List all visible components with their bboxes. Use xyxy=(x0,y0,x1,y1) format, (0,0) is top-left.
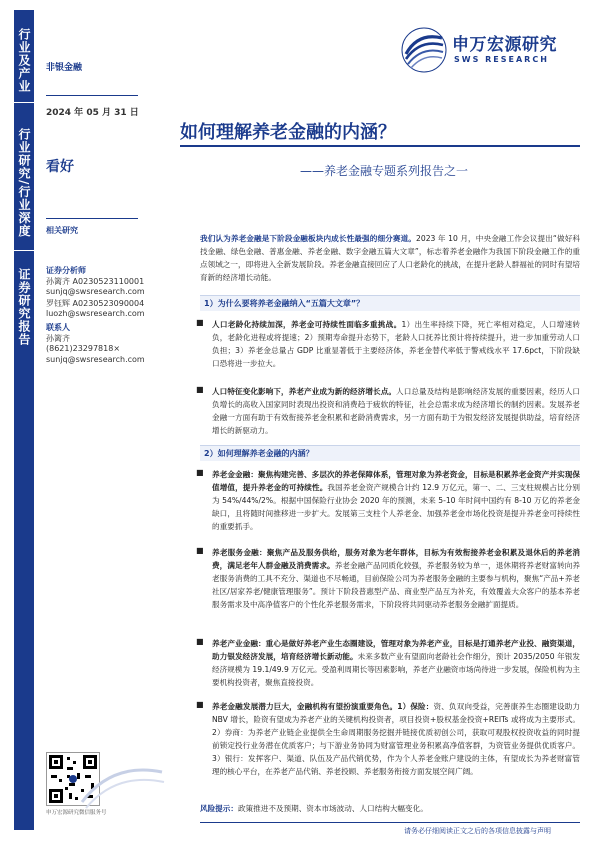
bullet-text: 人口总量及结构是影响经济发展的重要因素，经历人口负增长的高收入国家同时表现出投资和消费趋于疲软的特征，社会总需求成为经济增长的制约因素。发展养老金融一方面有助于有效衔接养老金积累和老龄消费需求，另一方面有助于为银发经济发展提供助益，培育经济增长的新驱动力。 xyxy=(212,387,581,435)
risk-label: 风险提示： xyxy=(200,804,238,813)
rating: 看好 xyxy=(46,159,74,175)
risk-text: 政策推进不及预期、资本市场波动、人口结构大幅变化。 xyxy=(237,804,428,813)
analyst-email[interactable]: sunjq@swsresearch.com xyxy=(46,287,145,296)
bullet-icon: ■ xyxy=(196,700,204,709)
intro-paragraph xyxy=(200,232,580,284)
bullet-icon: ■ xyxy=(196,637,204,646)
risk-note xyxy=(200,802,580,815)
sector-label: 非银金融 xyxy=(46,63,83,73)
bullet-heading: 人口特征变化影响下，养老产业成为新的经济增长点。 xyxy=(212,387,397,396)
page-subtitle: ——养老金融专题系列报告之一 xyxy=(300,164,469,178)
bullet-paragraph xyxy=(212,468,580,533)
title-underline xyxy=(180,145,580,147)
bullet-heading: 养老金金融：聚焦构建完善、多层次的养老保障体系，管理对象为养老资金，目标是积累养老金资产并实现保值增值，提升养老金的可持续性。 xyxy=(212,470,580,492)
section-heading-1: 1）为什么要将养老金融纳入“五篇大文章”？ xyxy=(200,295,580,311)
brand-name-en: SWS RESEARCH xyxy=(454,55,549,64)
report-date: 2024 年 05 月 31 日 xyxy=(46,108,139,118)
band-label-industry: 行业及产业 xyxy=(17,28,31,93)
bullet-heading: 人口老龄化持续加深，养老金可持续性面临多重挑战。 xyxy=(212,320,402,329)
analyst-email[interactable]: luozh@swsresearch.com xyxy=(46,309,145,318)
bullet-icon: ■ xyxy=(196,385,204,394)
bullet-heading: 养老产业金融：重心是做好养老产业生态圈建设，管理对象为养老产业，目标是打通养老产业投、融资渠道，助力银发经济发展，培育经济增长新动能。 xyxy=(212,639,580,661)
sidebar-divider xyxy=(46,218,138,219)
related-research-label: 相关研究 xyxy=(46,226,78,235)
footer-divider xyxy=(200,822,580,823)
band-divider xyxy=(14,102,34,103)
left-band xyxy=(14,10,34,830)
analyst-label: 证券分析师 xyxy=(46,266,86,275)
brand-logo xyxy=(400,26,580,76)
contact-phone: (8621)23297818× xyxy=(46,344,121,353)
bullet-text: 资、负双向受益，完善康养生态圈建设助力 NBV 增长，险资有望成为养老产业的关键机构投资者，项目投资+股权基金投资+REITs 或将成为主要形式。2）券商：为养老产业链企业提供全生命周期服务挖掘并链接优质初创公司，获取可观股权投资收益的同时提前锁定投行业务潜在优质客户；与下游业务协同为财富管理业务积累高净值客群，为资管业务提供优质客户。3）银行：发挥客户、渠道、队伍及产品代销优势，作为个人养老金账户建设的主体，有望成长为养老财富管理的核心平台，在养老产品代销、养老投顾、养老服务衔接方面发展空间广阔。 xyxy=(212,702,581,776)
footer-disclaimer: 请务必仔细阅读正文之后的各项信息披露与声明 xyxy=(404,827,551,835)
bullet-paragraph xyxy=(212,637,580,689)
bullet-text: 未来多数产业有望面向老龄社会作细分，预计 2035/2050 年银发经济规模为 19.1/49.9 万亿元。受盈利周期长等因素影响，养老产业融资市场尚待进一步发展，保险机构为主要机构投资者，聚焦直接投资。 xyxy=(212,652,580,687)
brand-swirl-icon xyxy=(400,26,448,74)
section-heading-2: 2）如何理解养老金融的内涵？ xyxy=(200,445,580,461)
contact-email[interactable]: sunjq@swsresearch.com xyxy=(46,355,145,364)
bullet-paragraph xyxy=(212,700,580,778)
band-divider xyxy=(14,250,34,251)
bullet-icon: ■ xyxy=(196,546,204,555)
brand-name: 申万宏源研究 xyxy=(452,35,557,55)
bullet-text: 养老金融产品同质化较强，养老服务较为单一，退休期将养老财富转向养老服务消费的工具不充分、渠道也不尽畅通，目前保险公司为养老服务金融的主要参与机构，聚焦“产品+养老社区/居家养老/健康管理服务”。预计下阶段普惠型产品、商业型产品互为补充，有效覆盖大众客户的基本养老服务需求及中高净值客户的个性化养老服务需求，下阶段将共同驱动养老服务金融扩面提质。 xyxy=(212,561,581,609)
bullet-icon: ■ xyxy=(196,468,204,477)
bullet-paragraph xyxy=(212,385,580,437)
contact-label: 联系人 xyxy=(46,323,70,332)
page-title: 如何理解养老金融的内涵？ xyxy=(180,122,396,143)
bullet-heading: 养老金融发展潜力巨大，金融机构有望扮演重要角色。1）保险： xyxy=(212,702,434,711)
intro-text: 2023 年 10 月，中央金融工作会议提出“做好科技金融、绿色金融、普惠金融、养老金融、数字金融五篇大文章”，标志着养老金融作为我国下阶段金融工作的重点领域之一，即将进入全新发展阶段。养老金融直接回应了人口老龄化的挑战，在提升老龄人群福祉的同时有望培育新的经济增长动能。 xyxy=(200,234,580,282)
band-label-securities-report: 证券研究报告 xyxy=(17,268,31,346)
bullet-icon: ■ xyxy=(196,318,204,327)
band-label-report-type: 行业研究/行业深度 xyxy=(17,128,31,238)
bullet-text: 我国养老金资产规模合计约 12.9 万亿元，第一、二、三支柱规模占比分别为 54%/44%/2%。根据中国保险行业协会 2020 年的预测，未来 5-10 年时间中国约有 8-10 万亿的养老金缺口，且将随时间推移进一步扩大。发展第三支柱个人养老金、加强养老金市场化投资是提升养老金可持续性的重要抓手。 xyxy=(212,483,580,531)
bullet-paragraph xyxy=(212,546,580,611)
contact-name: 孙篱齐 xyxy=(46,334,70,343)
watermark-logo-icon xyxy=(72,758,168,814)
qr-caption: 申万宏源研究微信服务号 xyxy=(46,810,107,816)
analyst-line: 罗钰辉 A0230523090004 xyxy=(46,299,145,308)
bullet-heading: 养老服务金融：聚焦产品及服务供给，服务对象为老年群体，目标为有效衔接养老金积累及退休后的养老消费，满足老年人群金融及消费需求。 xyxy=(212,548,580,570)
bullet-text: 1）出生率持续下降，死亡率相对稳定，人口增速转负，老龄化进程或将提速；2）预期寿命提升态势下，老龄人口抚养比预计将持续提升，进一步加重劳动人口负担；3）养老金总量占 GDP 比重显著低于主要经济体，养老金替代率低于警戒线水平 17.6pct，下阶段缺口恐将进一步拉大。 xyxy=(212,320,580,368)
intro-highlight: 我们认为养老金融是下阶段金融板块内成长性最强的细分赛道。 xyxy=(200,234,417,243)
bullet-paragraph xyxy=(212,318,580,370)
analyst-line: 孙篱齐 A0230523110001 xyxy=(46,277,145,286)
sidebar-divider xyxy=(46,95,138,96)
